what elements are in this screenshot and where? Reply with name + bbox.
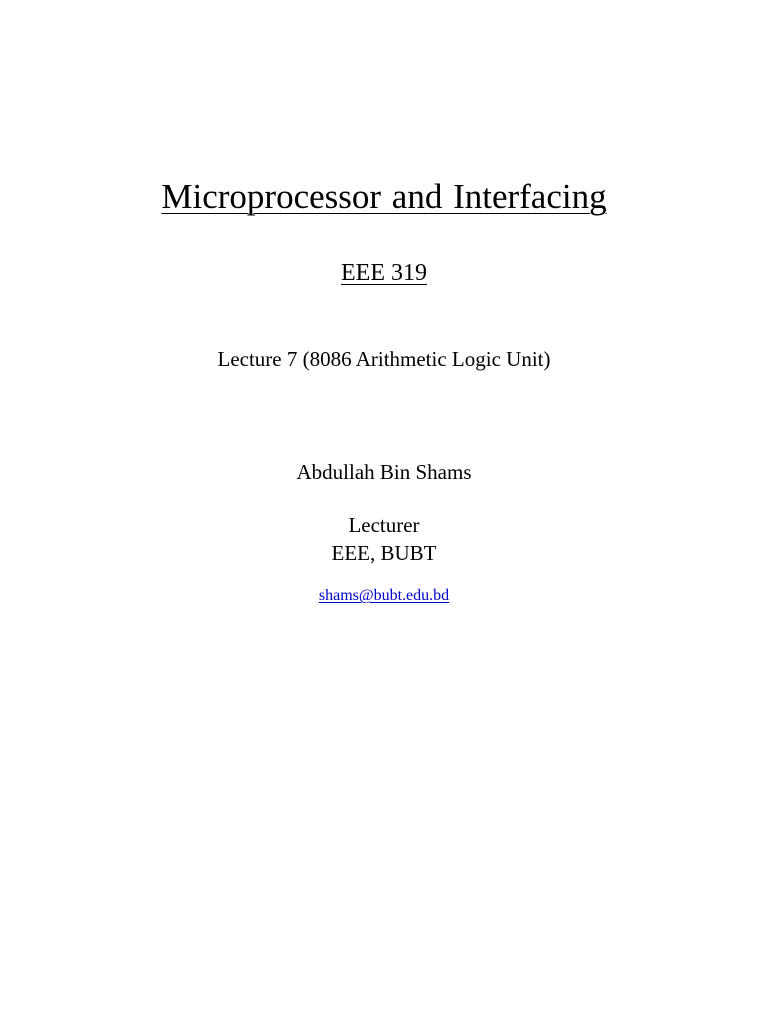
document-title: Microprocessor and Interfacing (161, 177, 607, 216)
email-line (0, 585, 768, 607)
course-code: EEE 319 (341, 260, 427, 286)
author-position: Lecturer (348, 513, 420, 537)
author-name: Abdullah Bin Shams (296, 460, 472, 484)
author-department: EEE, BUBT (331, 541, 437, 565)
email-link[interactable]: shams@bubt.edu.bd (318, 587, 450, 604)
lecture-title: Lecture 7 (8086 Arithmetic Logic Unit) (217, 347, 551, 371)
